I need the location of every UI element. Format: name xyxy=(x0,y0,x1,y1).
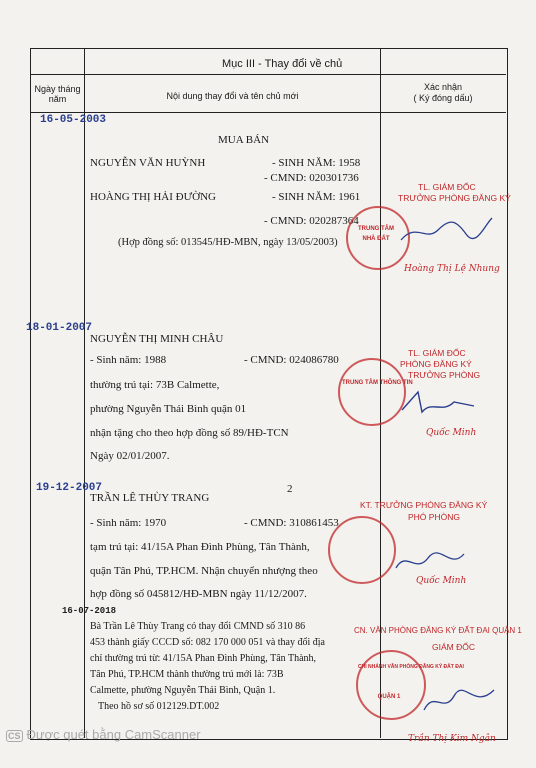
entry3-signer-name: Quốc Minh xyxy=(416,576,467,586)
entry1-date-stamp: 16-05-2003 xyxy=(40,114,107,126)
entry2-address2: phường Nguyễn Thái Bình quận 01 xyxy=(90,403,247,415)
entry4-signature-scribble xyxy=(420,680,500,720)
section-title: Mục III - Thay đổi về chủ xyxy=(222,58,343,70)
entry2-seal xyxy=(338,358,413,426)
entry3-seal xyxy=(328,516,396,584)
entry3-id: - CMND: 310861453 xyxy=(244,517,339,529)
page-number: 2 xyxy=(287,483,293,495)
entry3-contract: hợp đồng số 045812/HĐ-MBN ngày 11/12/2007. xyxy=(90,588,307,600)
entry2-birth: - Sinh năm: 1988 xyxy=(90,354,167,366)
entry3-signature-scribble xyxy=(390,546,470,576)
camscanner-logo: CS xyxy=(8,731,21,741)
entry2-id: - CMND: 024086780 xyxy=(244,354,339,366)
entry1-seal-text-b: NHÀ ĐẤT xyxy=(362,236,390,242)
entry1-name2: HOÀNG THỊ HẢI ĐƯỜNG xyxy=(90,191,216,203)
entry4-sign-title1: CN. VĂN PHÒNG ĐĂNG KÝ ĐẤT ĐAI QUẬN 1 xyxy=(354,626,522,635)
entry3-name: TRẦN LÊ THÙY TRANG xyxy=(90,492,210,504)
entry2-signature-scribble xyxy=(398,386,478,420)
entry1-sign-title2: TRƯỞNG PHÒNG ĐĂNG KÝ xyxy=(398,193,511,203)
header-content: Nội dung thay đổi và tên chủ mới xyxy=(166,91,299,101)
header-date: Ngày tháng năm xyxy=(34,84,81,104)
entry1-birth1: - SINH NĂM: 1958 xyxy=(272,157,361,169)
camscanner-text: Được quét bằng CamScanner xyxy=(26,727,201,742)
entry2-address1: thường trú tại: 73B Calmette, xyxy=(90,379,220,391)
entry1-name1: NGUYỄN VĂN HUỲNH xyxy=(90,157,206,169)
entry3-sign-title2: PHÓ PHÒNG xyxy=(408,512,460,522)
entry4-line1: Bà Trần Lê Thùy Trang có thay đổi CMND số 310 86 xyxy=(90,621,306,632)
entry2-gift: nhận tặng cho theo hợp đồng số 89/HĐ-TCN xyxy=(90,427,289,439)
entry2-sign-title3: TRƯỞNG PHÒNG xyxy=(408,370,481,380)
entry2-name: NGUYỄN THỊ MINH CHÂU xyxy=(90,333,224,345)
entry4-line4: Tân Phú, TP.HCM thành thường trú mới là: 73B xyxy=(90,669,284,680)
entry4-line6: Theo hồ sơ số 012129.DT.002 xyxy=(98,701,220,712)
entry2-date-stamp: 18-01-2007 xyxy=(26,322,93,334)
entry3-address2: quận Tân Phú, TP.HCM. Nhận chuyển nhượng theo xyxy=(90,565,318,577)
entry4-line2: 453 thành giấy CCCD số: 082 170 000 051 và thay đổi địa xyxy=(90,637,325,648)
entry1-sign-title1: TL. GIÁM ĐỐC xyxy=(418,182,476,192)
header-confirm-line1: Xác nhận xyxy=(423,82,463,92)
entry2-date-text: Ngày 02/01/2007. xyxy=(90,450,170,462)
entry4-seal-text-district: QUẬN 1 xyxy=(377,694,401,700)
entry4-seal xyxy=(356,650,464,720)
camscanner-watermark xyxy=(6,727,201,742)
entry2-seal-text: TRUNG TÂM THÔNG TIN xyxy=(342,380,413,386)
entry1-id2: - CMND: 020287364 xyxy=(264,215,359,227)
entry4-signer-name: Trần Thị Kim Ngân xyxy=(408,734,496,744)
entry2-sign-title1: TL. GIÁM ĐỐC xyxy=(408,348,466,358)
entry4-line5: Calmette, phường Nguyễn Thái Bình, Quận 1. xyxy=(90,685,276,696)
entry4-sign-title2: GIÁM ĐỐC xyxy=(432,642,475,652)
entry2-sign-title2: PHÒNG ĐĂNG KÝ xyxy=(400,359,472,369)
column-divider-1 xyxy=(84,48,85,738)
title-divider xyxy=(30,74,506,75)
entry2-signer-name: Quốc Minh xyxy=(426,428,477,438)
entry3-date-stamp: 19-12-2007 xyxy=(36,482,103,494)
entry4-date-stamp: 16-07-2018 xyxy=(62,606,117,616)
entry1-line1: MUA BÁN xyxy=(218,134,270,146)
entry4-seal-text-org: CHI NHÁNH VĂN PHÒNG ĐĂNG KÝ ĐẤT ĐAI xyxy=(358,664,464,670)
entry1-birth2: - SINH NĂM: 1961 xyxy=(272,191,361,203)
entry1-signature-scribble xyxy=(396,212,496,252)
entry1-seal-text-a: TRUNG TÂM xyxy=(358,226,394,232)
entry3-address1: tạm trú tại: 41/15A Phan Đình Phùng, Tân Thành, xyxy=(90,541,310,553)
entry3-birth: - Sinh năm: 1970 xyxy=(90,517,167,529)
entry1-id1: - CMND: 020301736 xyxy=(264,172,359,184)
entry1-signer-name: Hoàng Thị Lệ Nhung xyxy=(404,264,500,274)
entry3-sign-title1: KT. TRƯỞNG PHÒNG ĐĂNG KÝ xyxy=(360,500,488,510)
header-divider xyxy=(30,112,506,113)
header-confirm-line2: ( Ký đóng dấu) xyxy=(413,93,473,103)
entry4-line3: chỉ thường trú từ: 41/15A Phan Đình Phùng, Tân Thành, xyxy=(90,653,317,664)
entry1-contract: (Hợp đồng số: 013545/HĐ-MBN, ngày 13/05/2003) xyxy=(118,237,338,248)
